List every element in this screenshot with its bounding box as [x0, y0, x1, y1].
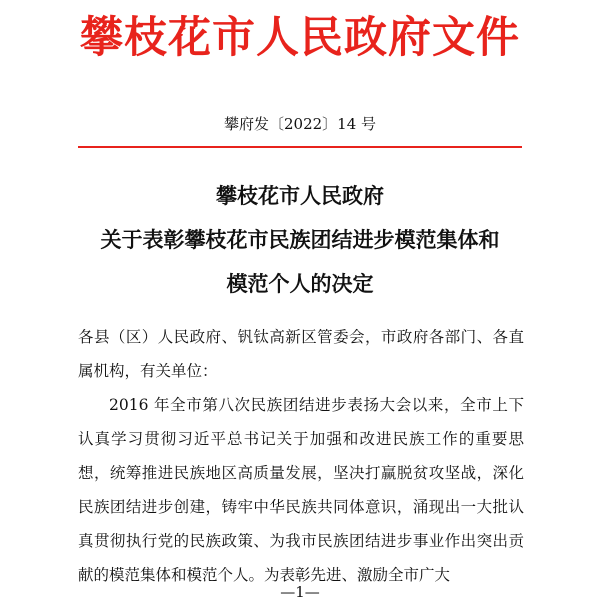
page-number: —1— — [280, 583, 320, 601]
document-title — [0, 174, 600, 306]
addressee-paragraph: 各县（区）人民政府、钒钛高新区管委会，市政府各部门、各直属机构，有关单位： — [78, 328, 524, 380]
red-divider-line — [78, 146, 522, 148]
title-line-1: 攀枝花市人民政府 — [216, 183, 384, 208]
document-number: 攀府发〔2022〕14 号 — [223, 115, 377, 133]
title-line-3: 模范个人的决定 — [226, 271, 374, 296]
title-line-2: 关于表彰攀枝花市民族团结进步模范集体和 — [100, 227, 500, 252]
document-body — [78, 320, 524, 592]
body-paragraph: 2016 年全市第八次民族团结进步表扬大会以来，全市上下认真学习贯彻习近平总书记关于加强和改进民族工作的重要思想，统筹推进民族地区高质量发展，坚决打赢脱贫攻坚战，深化民族团结进步创建，铸牢中华民族共同体意识，涌现出一大批认真贯彻执行党的民族政策、为我市民族团结进步事业作出突出贡献的模范集体和模范个人。为表彰先进、激励全市广大 — [78, 396, 524, 584]
document-masthead: 攀枝花市人民政府文件 — [80, 13, 520, 63]
